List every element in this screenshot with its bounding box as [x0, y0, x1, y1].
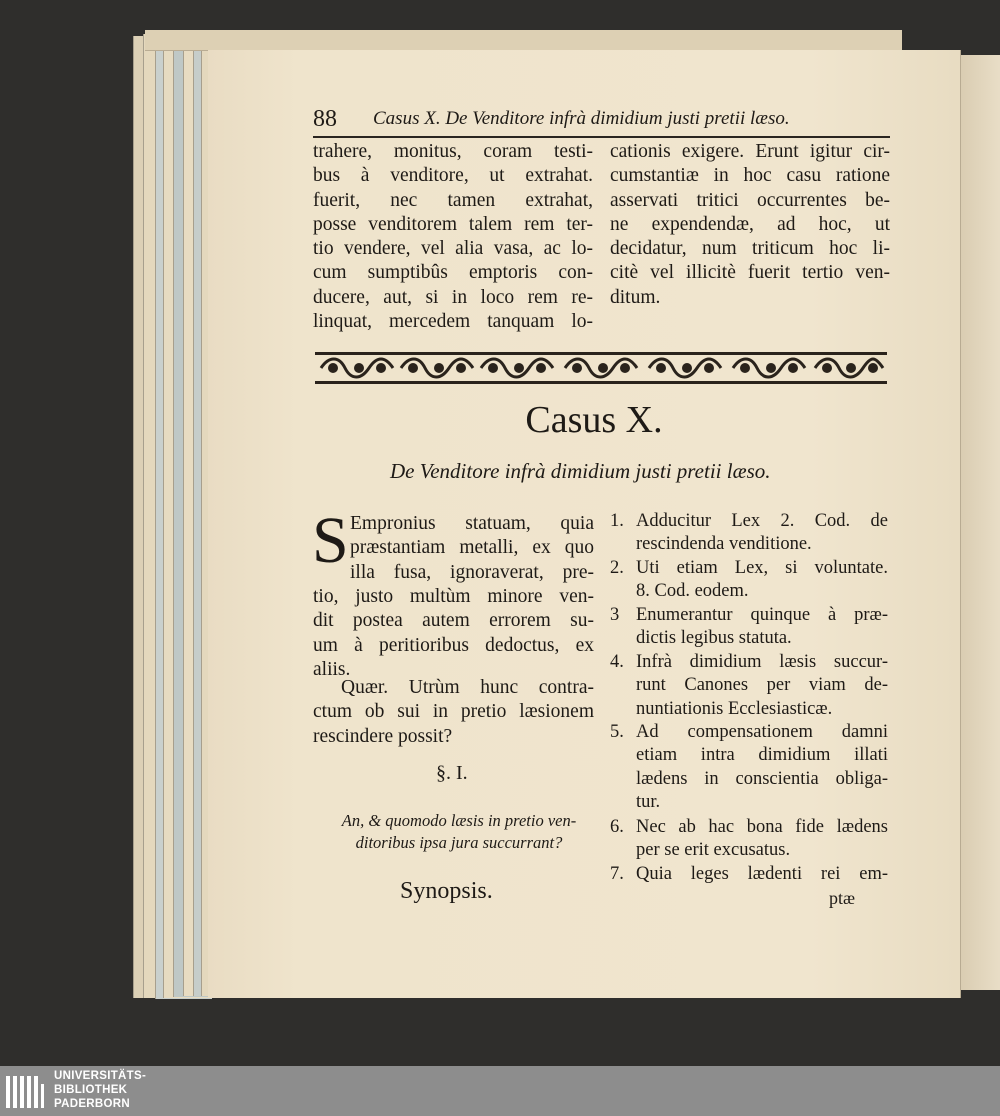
item-number: 7.: [610, 864, 624, 884]
library-name-line: UNIVERSITÄTS-: [54, 1070, 147, 1082]
question-text: [313, 676, 594, 749]
text-line: Nec ab hac bona fide lædens: [636, 817, 888, 837]
text-line: 8. Cod. eodem.: [636, 581, 749, 602]
item-number: 2.: [610, 558, 624, 578]
text-line: linquat, mercedem tanquam lo-: [313, 311, 593, 333]
text-line: cum sumptibûs emptoris con-: [313, 262, 593, 284]
item-number: 5.: [610, 722, 624, 742]
text-line: ditum.: [610, 286, 661, 308]
text-line: præstantiam metalli, ex quo: [350, 537, 594, 559]
library-name-line: BIBLIOTHEK: [54, 1084, 128, 1096]
text-line: ne expendendæ, ad hoc, ut: [610, 213, 890, 235]
item-number: 3: [610, 605, 620, 625]
text-line: Infrà dimidium læsis succur-: [636, 652, 888, 672]
text-line: dictis legibus statuta.: [636, 628, 792, 649]
text-line: illa fusa, ignoraverat, pre-: [350, 561, 594, 583]
case-text-indented: [350, 512, 594, 585]
text-line: um à peritioribus dedoctus, ex: [313, 634, 594, 656]
running-head: [313, 106, 890, 138]
text-line: Ad compensationem damni: [636, 722, 888, 742]
text-line: Empronius statuam, quia: [350, 513, 594, 534]
text-line: decidatur, num triticum hoc li-: [610, 238, 890, 260]
text-line: ducere, aut, si in loco rem re-: [313, 286, 593, 308]
text-line: fuerit, nec tamen extrahat,: [313, 189, 593, 211]
library-name: [54, 1069, 146, 1111]
text-line: asservati tritici occurrentes be-: [610, 189, 890, 211]
text-line: citè vel illicitè fuerit tertio ven-: [610, 262, 890, 284]
page-edges: [133, 30, 213, 1005]
text-line: cationis exigere. Erunt igitur cir-: [610, 141, 890, 162]
case-text: [313, 585, 594, 682]
library-name-line: PADERBORN: [54, 1098, 130, 1110]
casus-subtitle: De Venditore infrà dimidium justi pretii læso.: [390, 459, 771, 483]
synopsis-heading: Synopsis.: [400, 878, 493, 904]
text-line: Quia leges lædenti rei em-: [636, 864, 888, 884]
text-line: per se erit excusatus.: [636, 840, 791, 861]
library-logo-icon: [4, 1070, 50, 1112]
text-line: posse venditorem talem rem ter-: [313, 213, 593, 235]
text-line: tio vendere, vel alia vasa, ac lo-: [313, 238, 593, 260]
item-number: 4.: [610, 652, 624, 672]
text-line: etiam intra dimidium illati: [636, 745, 888, 766]
adjacent-page: [958, 55, 1000, 990]
text-line: dit postea autem errorem su-: [313, 610, 594, 632]
text-line: runt Canones per viam de-: [636, 675, 888, 696]
text-line: cumstantiæ in hoc casu ratione: [610, 165, 890, 187]
text-line: bus à venditore, ut extrahat.: [313, 165, 593, 187]
text-line: tio, justo multùm minore ven-: [313, 586, 594, 607]
section-mark: §. I.: [436, 762, 468, 784]
casus-title: Casus X.: [525, 399, 663, 441]
item-number: 6.: [610, 817, 624, 837]
heading-line: An, & quomodo læsis in pretio ven-: [341, 811, 577, 830]
running-title: Casus X. De Venditore infrà dimidium justi pretii læso.: [373, 108, 790, 129]
text-line: Adducitur Lex 2. Cod. de: [636, 511, 888, 531]
text-line: nuntiationis Ecclesiasticæ.: [636, 698, 833, 719]
text-line: rescindere possit?: [313, 725, 453, 747]
item-number: 1.: [610, 511, 624, 531]
question-heading: [320, 810, 598, 854]
heading-line: ditoribus ipsa jura succurrant?: [355, 833, 563, 852]
top-page-edge: [145, 30, 902, 51]
page-number: 88: [313, 106, 337, 132]
text-line: ctum ob sui in pretio læsionem: [313, 701, 594, 723]
catchword: ptæ: [829, 888, 856, 908]
text-line: tur.: [636, 791, 661, 812]
library-footer: [0, 1066, 1000, 1116]
top-right-column: [610, 140, 890, 310]
text-line: Quær. Utrùm hunc contra-: [341, 677, 594, 698]
text-line: Uti etiam Lex, si voluntate.: [636, 558, 888, 578]
text-line: lædens in conscientia obliga-: [636, 768, 888, 789]
text-line: rescindenda venditione.: [636, 534, 812, 555]
drop-cap: S: [312, 504, 349, 577]
text-line: trahere, monitus, coram testi-: [313, 141, 593, 162]
ornament-band: [315, 352, 887, 384]
text-line: aliis.: [313, 658, 351, 680]
top-left-column: [313, 140, 593, 334]
text-line: Enumerantur quinque à præ-: [636, 605, 888, 625]
